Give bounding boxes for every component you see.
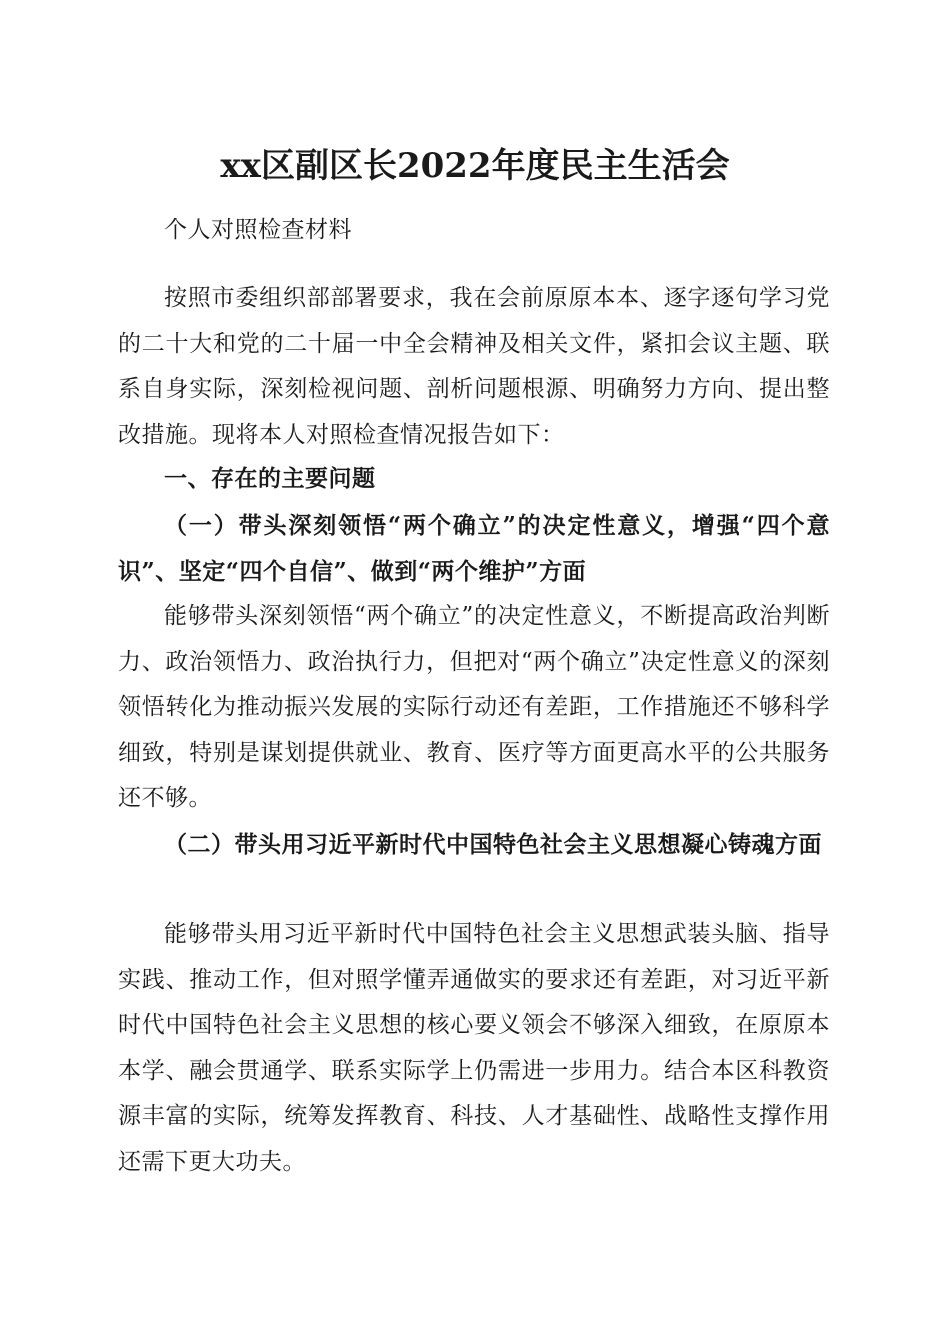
intro-paragraph: 按照市委组织部部署要求，我在会前原原本本、逐字逐句学习党的二十大和党的二十届一中全会精神及相关文件，紧扣会议主题、联系自身实际，深刻检视问题、剖析问题根源、明确努力方向、提出整改措施。现将本人对照检查情况报告如下： [118, 285, 830, 448]
subsection-heading-1: （一）带头深刻领悟“两个确立”的决定性意义，增强“四个意识”、坚定“四个自信”、做到“两个维护”方面 [118, 512, 830, 585]
section-heading-1: 一、存在的主要问题 [164, 466, 376, 492]
subsection-heading-2: （二）带头用习近平新时代中国特色社会主义思想凝心铸魂方面 [164, 831, 822, 858]
subsection-body-1: 能够带头深刻领悟“两个确立”的决定性意义，不断提高政治判断力、政治领悟力、政治执行力，但把对“两个确立”决定性意义的深刻领悟转化为推动振兴发展的实际行动还有差距，工作措施还不够科学细致，特别是谋划提供就业、教育、医疗等方面更高水平的公共服务还不够。 [118, 603, 830, 811]
subsection-body-2: 能够带头用习近平新时代中国特色社会主义思想武装头脑、指导实践、推动工作，但对照学懂弄通做实的要求还有差距，对习近平新时代中国特色社会主义思想的核心要义领会不够深入细致，在原原本本学、融会贯通学、联系实际学上仍需进一步用力。结合本区科教资源丰富的实际，统筹发挥教育、科技、人才基础性、战略性支撑作用还需下更大功夫。 [118, 921, 830, 1175]
document-title: xx区副区长2022年度民主生活会 [220, 146, 730, 186]
document-subtitle: 个人对照检查材料 [164, 217, 352, 243]
